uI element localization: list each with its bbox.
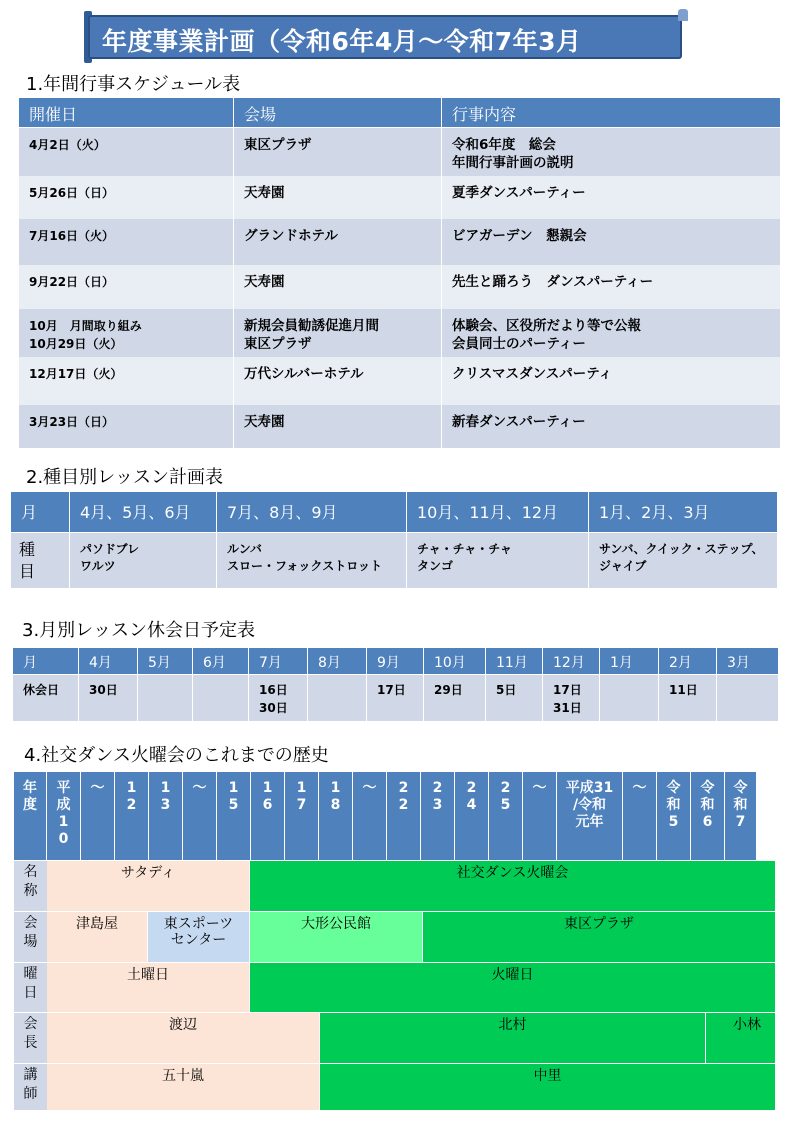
history-bar-text: 土曜日: [127, 967, 169, 983]
event-venue: 万代シルバーホテル: [234, 357, 442, 405]
history-year-header: [657, 772, 691, 860]
history-bar-weekday: [250, 962, 776, 1012]
year-header-text: 和: [733, 797, 748, 813]
holiday-cell: 17日: [367, 675, 424, 722]
history-bar-text: 東区プラザ: [564, 916, 634, 932]
holiday-cell: 17日 31日: [543, 675, 600, 722]
page-title: 年度事業計画（令和6年4月～令和7年3月: [102, 27, 582, 56]
holiday-cell: [717, 675, 779, 722]
year-header-text: 5: [228, 797, 239, 813]
history-row-label-venue: [14, 911, 47, 962]
header-month: 4月: [79, 648, 138, 675]
header-month: 6月: [193, 648, 249, 675]
history-bar-text: 津島屋: [76, 916, 118, 932]
year-header-text: /令和: [572, 797, 607, 813]
history-bar-text: 五十嵐: [162, 1068, 204, 1084]
event-content: 体験会、区役所だより等で公報 会員同士のパーティー: [442, 309, 781, 357]
history-bar-text: サタディ: [120, 865, 176, 881]
history-bar-text: 中里: [533, 1068, 562, 1084]
header-month: 11月: [486, 648, 543, 675]
year-header-text: 和: [666, 797, 681, 813]
history-year-header: [725, 772, 757, 860]
table-row: [19, 309, 781, 357]
year-header-text: 年: [23, 780, 37, 796]
table-row: [19, 357, 781, 405]
year-header-text: 2: [126, 797, 137, 813]
year-header-text: 2: [500, 780, 511, 796]
year-header-text: 3: [160, 797, 171, 813]
holiday-table: [12, 647, 779, 722]
header-month: 7月: [249, 648, 308, 675]
event-date: 12月17日（火）: [19, 357, 234, 405]
history-year-header: [319, 772, 353, 860]
history-bar-text: 火曜日: [491, 967, 534, 983]
year-header-text: ～: [362, 780, 377, 796]
header-month: 3月: [717, 648, 779, 675]
year-header-text: 1: [126, 780, 137, 796]
row-label-text: 称: [23, 883, 38, 899]
row-label-text: 会: [23, 1016, 38, 1032]
year-header-text: 平: [56, 780, 71, 796]
year-header-text: 成: [56, 797, 71, 813]
header-period: 4月、5月、6月: [70, 492, 217, 533]
header-venue: 会場: [234, 98, 442, 128]
row-label-holiday: 休会日: [13, 675, 79, 722]
table-header-row: [13, 648, 779, 675]
year-header-text: 2: [432, 780, 443, 796]
header-month: 月: [13, 648, 79, 675]
history-bar-venue: [423, 911, 776, 962]
history-bar-text: 渡辺: [169, 1017, 197, 1033]
row-label-text: 講: [23, 1067, 38, 1083]
banner-fold-right: [678, 9, 688, 21]
year-header-text: 1: [262, 780, 273, 796]
header-content: 行事内容: [442, 98, 781, 128]
event-date: 7月16日（火）: [19, 219, 234, 265]
header-month: 10月: [424, 648, 486, 675]
history-year-header: [115, 772, 149, 860]
history-bar-venue: [148, 911, 250, 962]
year-header-text: 8: [330, 797, 341, 813]
holiday-cell: [193, 675, 249, 722]
history-bar-venue: [250, 911, 423, 962]
event-content: ビアガーデン 懇親会: [442, 219, 781, 265]
holiday-cell: 5日: [486, 675, 543, 722]
history-bar-text: 東スポーツ センター: [163, 916, 234, 948]
event-venue: 天寿園: [234, 265, 442, 309]
dance-cell: パソドブレ ワルツ: [70, 533, 217, 589]
event-content: 夏季ダンスパーティー: [442, 176, 781, 219]
header-month: 9月: [367, 648, 424, 675]
year-header-text: 1: [228, 780, 239, 796]
history-bar-text: 大形公民館: [301, 916, 371, 932]
history-year-header: [183, 772, 217, 860]
table-row: [19, 405, 781, 448]
year-header-text: 和: [700, 797, 715, 813]
holiday-cell: [308, 675, 367, 722]
year-header-text: ～: [532, 780, 547, 796]
history-bar-venue: [47, 911, 148, 962]
event-content: 先生と踊ろう ダンスパーティー: [442, 265, 781, 309]
year-header-text: 令: [666, 780, 681, 796]
event-schedule-table: [18, 97, 781, 448]
year-header-text: 2: [398, 797, 409, 813]
history-year-header: [623, 772, 657, 860]
history-bar-name: [250, 860, 776, 911]
event-content: 新春ダンスパーティー: [442, 405, 781, 448]
history-bar-name: [47, 860, 250, 911]
header-month: 12月: [543, 648, 600, 675]
year-header-text: 2: [398, 780, 409, 796]
history-year-header: [489, 772, 523, 860]
history-year-header: [421, 772, 455, 860]
history-bar-president: [47, 1012, 320, 1063]
header-period: 1月、2月、3月: [589, 492, 778, 533]
row-label-text: 場: [23, 934, 38, 950]
year-header-text: ～: [632, 780, 647, 796]
event-venue: グランドホテル: [234, 219, 442, 265]
year-header-text: 4: [466, 797, 477, 813]
history-year-header: [523, 772, 557, 860]
table-row: [19, 219, 781, 265]
table-row: [19, 265, 781, 309]
history-row-label-instructor: [14, 1063, 47, 1110]
history-chart: [14, 772, 776, 1110]
event-date: 5月26日（日）: [19, 176, 234, 219]
row-label-text: 師: [23, 1086, 38, 1102]
history-bar-instructor: [320, 1063, 776, 1110]
table-row: [19, 128, 781, 176]
row-label-text: 会: [23, 915, 38, 931]
year-header-text: 度: [23, 797, 37, 813]
lesson-plan-table: [10, 491, 778, 589]
section-1-heading: 1.年間行事スケジュール表: [26, 74, 241, 95]
table-header-row: [11, 492, 778, 533]
section-2-heading: 2.種目別レッスン計画表: [26, 467, 223, 488]
header-month: 5月: [138, 648, 193, 675]
header-month: 1月: [600, 648, 659, 675]
event-venue: 天寿園: [234, 405, 442, 448]
row-label-text: 日: [23, 985, 38, 1001]
header-month: 2月: [659, 648, 717, 675]
row-label-text: 長: [23, 1035, 38, 1051]
year-header-text: 1: [160, 780, 171, 796]
header-month: 月: [11, 492, 70, 533]
header-month: 8月: [308, 648, 367, 675]
header-period: 7月、8月、9月: [217, 492, 407, 533]
history-year-header: [251, 772, 285, 860]
year-header-text: 令: [700, 780, 715, 796]
row-label-text: 曜: [23, 966, 38, 982]
year-header-text: 1: [58, 814, 69, 830]
year-header-text: 5: [668, 814, 679, 830]
history-year-header: [557, 772, 623, 860]
holiday-cell: 11日: [659, 675, 717, 722]
dance-cell: サンバ、クイック・ステップ、 ジャイブ: [589, 533, 778, 589]
holiday-cell: [600, 675, 659, 722]
history-bar-weekday: [47, 962, 250, 1012]
history-year-header: [217, 772, 251, 860]
event-content: 令和6年度 総会 年間行事計画の説明: [442, 128, 781, 176]
history-bar-president: [706, 1012, 776, 1063]
year-header-text: 5: [500, 797, 511, 813]
row-label-text: 名: [23, 864, 38, 880]
holiday-cell: 29日: [424, 675, 486, 722]
history-bar-text: 小林: [733, 1017, 761, 1033]
history-row-label-weekday: [14, 962, 47, 1012]
year-header-text: ～: [90, 780, 105, 796]
history-bar-instructor: [47, 1063, 320, 1110]
event-venue: 新規会員勧誘促進月間 東区プラザ: [234, 309, 442, 357]
section-4-heading: 4.社交ダンス火曜会のこれまでの歴史: [24, 745, 329, 766]
history-bar-text: 社交ダンス火曜会: [456, 865, 569, 881]
dance-cell: ルンバ スロー・フォックストロット: [217, 533, 407, 589]
year-header-text: 6: [262, 797, 273, 813]
holiday-cell: [138, 675, 193, 722]
row-label-events: 種 目: [11, 533, 70, 589]
year-header-text: 元年: [575, 814, 604, 830]
event-content: クリスマスダンスパーティ: [442, 357, 781, 405]
table-row: [13, 675, 779, 722]
event-date: 3月23日（日）: [19, 405, 234, 448]
history-year-header: [691, 772, 725, 860]
history-header-year-label: [14, 772, 47, 860]
holiday-cell: 30日: [79, 675, 138, 722]
history-bar-president: [320, 1012, 706, 1063]
header-date: 開催日: [19, 98, 234, 128]
year-header-text: 7: [735, 814, 746, 830]
table-header-row: [19, 98, 781, 128]
history-row-label-president: [14, 1012, 47, 1063]
table-row: [19, 176, 781, 219]
history-year-header: [47, 772, 81, 860]
event-venue: 天寿園: [234, 176, 442, 219]
year-header-text: 1: [296, 780, 307, 796]
history-year-header: [285, 772, 319, 860]
title-banner: [88, 9, 688, 59]
history-year-header: [149, 772, 183, 860]
dance-cell: チャ・チャ・チャ タンゴ: [407, 533, 589, 589]
history-year-header: [455, 772, 489, 860]
event-venue: 東区プラザ: [234, 128, 442, 176]
history-year-header: [81, 772, 115, 860]
history-row-label-name: [14, 860, 47, 911]
year-header-text: 3: [432, 797, 443, 813]
year-header-text: 令: [733, 780, 748, 796]
event-date: 9月22日（日）: [19, 265, 234, 309]
event-date: 10月 月間取り組み 10月29日（火）: [19, 309, 234, 357]
header-period: 10月、11月、12月: [407, 492, 589, 533]
table-row: [11, 533, 778, 589]
year-header-text: 2: [466, 780, 477, 796]
year-header-text: 1: [330, 780, 341, 796]
year-header-text: 平成31: [565, 780, 614, 796]
history-bar-text: 北村: [498, 1017, 527, 1033]
year-header-text: ～: [192, 780, 207, 796]
history-year-header: [387, 772, 421, 860]
year-header-text: 6: [702, 814, 713, 830]
year-header-text: 7: [296, 797, 307, 813]
event-date: 4月2日（火）: [19, 128, 234, 176]
section-3-heading: 3.月別レッスン休会日予定表: [22, 620, 255, 641]
year-header-text: 0: [58, 831, 69, 847]
history-year-header: [353, 772, 387, 860]
holiday-cell: 16日 30日: [249, 675, 308, 722]
